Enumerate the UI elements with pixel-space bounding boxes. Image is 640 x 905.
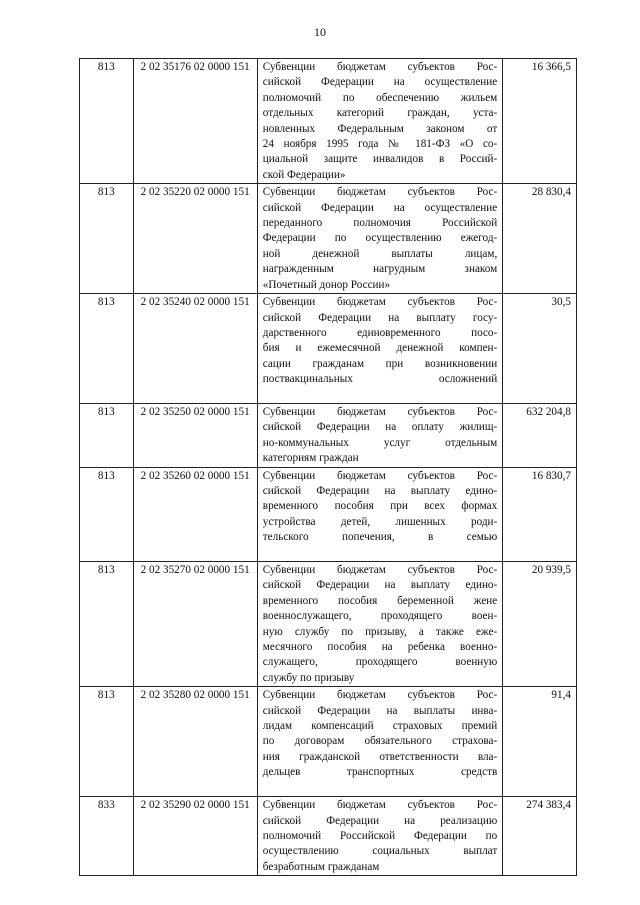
- revenue-name-line: ской Федерации»: [262, 168, 346, 181]
- budget-classification-code-cell: 2 02 35290 02 0000 151: [133, 797, 257, 876]
- budget-classification-code-cell: 2 02 35260 02 0000 151: [133, 467, 257, 561]
- revenue-name-line: Субвенции бюджетам субъектов Рос-: [262, 799, 498, 812]
- revenue-name-line: тельского попечения, в семью: [262, 531, 498, 544]
- revenue-name-line: службу по призыву: [262, 671, 355, 684]
- revenue-name-line: сийской Федерации на оплату жилищ-: [262, 421, 498, 434]
- revenue-name-line: сийской Федерации на осуществление: [262, 201, 498, 214]
- revenue-name-line: [263, 546, 497, 561]
- revenue-name-line: сийской Федерации на осуществление: [262, 76, 498, 89]
- revenue-name-line: но-коммунальных услуг отдельным: [262, 436, 498, 449]
- revenue-name-line: ния гражданской ответственности вла-: [262, 750, 498, 763]
- revenue-name-line: [263, 388, 497, 403]
- table-row: [80, 403, 577, 467]
- revenue-name-line: временного пособия при всех формах: [262, 500, 498, 513]
- amount-cell: 16 830,7: [503, 467, 577, 561]
- revenue-name-line: Субвенции бюджетам субъектов Рос-: [262, 469, 498, 482]
- revenue-name-line: сийской Федерации на реализацию: [262, 814, 498, 827]
- budget-table-body: [80, 59, 577, 876]
- revenue-name-line: устройства детей, лишенных роди-: [262, 515, 498, 528]
- amount-cell: 91,4: [503, 687, 577, 797]
- revenue-name-line: ной денежной выплаты лицам,: [262, 247, 498, 260]
- revenue-name-line: месячного пособия на ребенка военно-: [262, 641, 498, 654]
- budget-table: [79, 58, 577, 876]
- revenue-name-line: 24 ноября 1995 года № 181-ФЗ «О со-: [262, 138, 498, 151]
- table-row: [80, 294, 577, 404]
- amount-cell: 632 204,8: [503, 403, 577, 467]
- revenue-name-line: Федерации по осуществлению ежегод-: [262, 232, 498, 245]
- revenue-name-cell: [257, 184, 502, 294]
- revenue-name-line: отдельных категорий граждан, уста-: [262, 107, 498, 120]
- admin-code-cell: 813: [80, 467, 134, 561]
- revenue-name-line: служащего, проходящего военную: [262, 656, 498, 669]
- revenue-name-line: полномочий по обеспечению жильем: [262, 91, 498, 104]
- amount-cell: 16 366,5: [503, 59, 577, 184]
- revenue-name-line: «Почетный донор России»: [262, 278, 391, 291]
- revenue-name-line: награжденным нагрудным знаком: [262, 263, 498, 276]
- table-row: [80, 562, 577, 687]
- revenue-name-line: Субвенции бюджетам субъектов Рос-: [262, 564, 498, 576]
- budget-classification-code-cell: 2 02 35220 02 0000 151: [133, 184, 257, 294]
- revenue-name-cell: [257, 467, 502, 561]
- revenue-name-cell: [257, 562, 502, 687]
- revenue-name-line: Субвенции бюджетам субъектов Рос-: [262, 689, 498, 702]
- revenue-name-cell: [257, 59, 502, 184]
- table-row: [80, 797, 577, 876]
- budget-classification-code-cell: 2 02 35176 02 0000 151: [133, 59, 257, 184]
- revenue-name-line: дарственного единовременного посо-: [262, 326, 498, 339]
- revenue-name-cell: [257, 294, 502, 404]
- revenue-name-line: лидам компенсаций страховых премий: [262, 720, 498, 733]
- revenue-name-line: [263, 781, 497, 796]
- amount-cell: 30,5: [503, 294, 577, 404]
- revenue-name-cell: [257, 687, 502, 797]
- revenue-name-line: Субвенции бюджетам субъектов Рос-: [262, 61, 498, 73]
- revenue-name-line: временного пособия беременной жене: [262, 594, 498, 607]
- revenue-name-line: сийской Федерации на выплаты инва-: [262, 704, 498, 717]
- admin-code-cell: 833: [80, 797, 134, 876]
- budget-classification-code-cell: 2 02 35270 02 0000 151: [133, 562, 257, 687]
- revenue-name-line: бия и ежемесячной денежной компен-: [262, 342, 498, 355]
- revenue-name-line: сийской Федерации на выплату едино-: [262, 579, 498, 592]
- revenue-name-line: сации гражданам при возникновении: [262, 357, 498, 370]
- budget-classification-code-cell: 2 02 35240 02 0000 151: [133, 294, 257, 404]
- budget-classification-code-cell: 2 02 35280 02 0000 151: [133, 687, 257, 797]
- admin-code-cell: 813: [80, 562, 134, 687]
- revenue-name-line: сийской Федерации на выплату госу-: [262, 311, 498, 324]
- admin-code-cell: 813: [80, 59, 134, 184]
- revenue-name-line: циальной защите инвалидов в Россий-: [262, 153, 498, 166]
- revenue-name-line: поствакцинальных осложнений: [262, 373, 498, 386]
- revenue-name-line: безработным гражданам: [262, 860, 380, 873]
- admin-code-cell: 813: [80, 403, 134, 467]
- budget-classification-code-cell: 2 02 35250 02 0000 151: [133, 403, 257, 467]
- revenue-name-line: полномочий Российской Федерации по: [262, 829, 498, 842]
- revenue-name-line: дельцев транспортных средств: [262, 766, 498, 779]
- revenue-name-line: осуществлению социальных выплат: [262, 845, 498, 858]
- revenue-name-line: военнослужащего, проходящего воен-: [262, 610, 498, 623]
- admin-code-cell: 813: [80, 294, 134, 404]
- amount-cell: 28 830,4: [503, 184, 577, 294]
- revenue-name-line: Субвенции бюджетам субъектов Рос-: [262, 405, 498, 418]
- revenue-name-line: по договорам обязательного страхова-: [262, 735, 498, 748]
- revenue-name-line: новленных Федеральным законом от: [262, 122, 498, 135]
- revenue-name-line: переданного полномочия Российской: [262, 217, 498, 230]
- revenue-name-line: Субвенции бюджетам субъектов Рос-: [262, 296, 498, 309]
- admin-code-cell: 813: [80, 687, 134, 797]
- revenue-name-line: категориям граждан: [262, 452, 359, 465]
- table-row: [80, 467, 577, 561]
- admin-code-cell: 813: [80, 184, 134, 294]
- table-row: [80, 687, 577, 797]
- table-row: [80, 59, 577, 184]
- table-row: [80, 184, 577, 294]
- revenue-name-line: ную службу по призыву, а также еже-: [262, 625, 498, 638]
- revenue-name-cell: [257, 403, 502, 467]
- amount-cell: 20 939,5: [503, 562, 577, 687]
- page-number: 10: [314, 25, 326, 39]
- revenue-name-cell: [257, 797, 502, 876]
- revenue-name-line: Субвенции бюджетам субъектов Рос-: [262, 186, 498, 199]
- revenue-name-line: сийской Федерации на выплату едино-: [262, 484, 498, 497]
- amount-cell: 274 383,4: [503, 797, 577, 876]
